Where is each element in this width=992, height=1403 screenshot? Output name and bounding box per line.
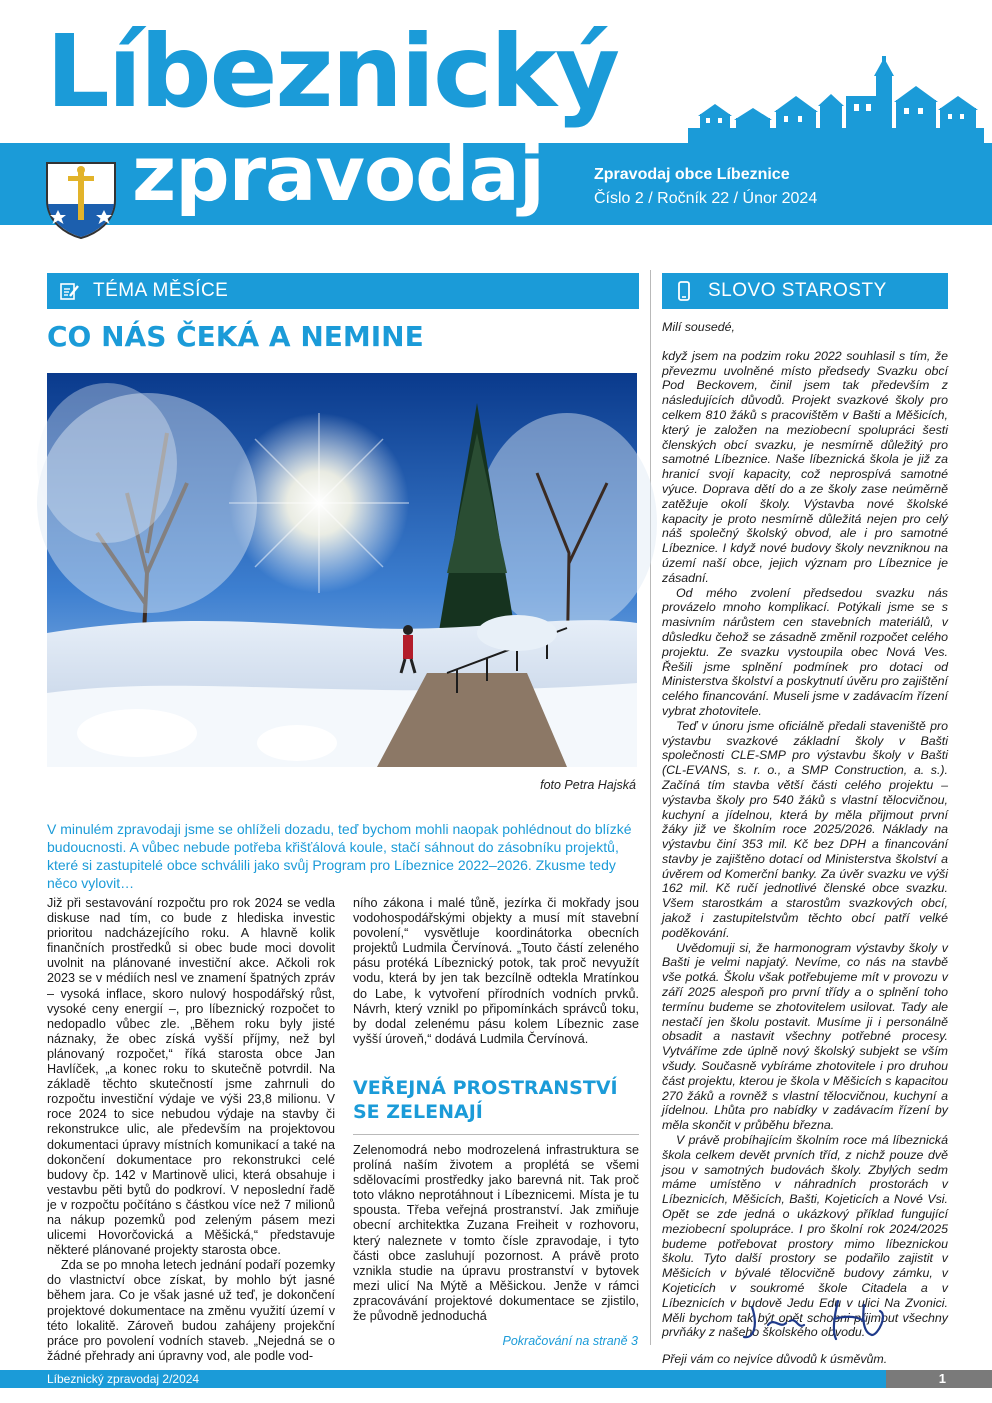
mobile-phone-icon [674, 281, 694, 301]
article-paragraph: ního zákona i malé tůně, jezírka či mokřady jsou vodohospodářskými objekty a musí mít stavební povolení,“ vysvětluje koordinátorka obecních projektů Ludmila Červínová. „Touto částí zeleného pásu protéká Líbeznický potok, tak proč nevyužít vodu, která by jen tak bezcílně odtekla Mratínkou do Labe, k vytvoření přírodních vodních prvků. Návrh, který vznikl po připomínkách správců toku, by dodal zelenému pásu kolem Líbeznic zase vyšší úroveň,“ dodává Ludmila Červínová. [353, 896, 639, 1046]
theme-section-label: TÉMA MĚSÍCE [93, 280, 229, 301]
coat-of-arms-icon [44, 160, 118, 240]
page-footer [0, 1370, 992, 1388]
mayor-paragraph: Uvědomuji si, že harmonogram výstavby školy v Bašti je velmi napjatý. Nevíme, co nás na stavbě vše potká. Školu však potřebujeme mít v provozu v září 2025 alespoň pro první třídy a o splnění toho termínu budeme se zhotovitelem usilovat. Tady ale nestačí jen školu postavit. Musíme ji i personálně obsadit a nastavit všechny potřebné procesy. Vytváříme zde úplně nový školský subjekt se vším všudy. Současně vybíráme zhotovitele i pro druhou část projektu, kterou je škola v Měšicích s kapacitou 270 žáků a rovněž s vlastní tělocvičnou, kuchyní a jídelnou. Lhůta pro nabídky v zadávacím řízení by měla skončit v průběhu března. [662, 940, 948, 1133]
edit-note-icon [59, 281, 79, 301]
article-column-2-top [353, 896, 639, 1056]
mayor-paragraph: V právě probíhajícím školním roce má líbeznická škola celkem devět prvních tříd, z nichž pouze dvě jsou v samotných budovách školy. Zbylých sedm máme umístěno v náhradních prostorách v Líbeznicích, Měšicích, Bašti, Kojeticích a Nové Vsi. Opět se zde jedná o ukázkový příklad fungující meziobecní spolupráce. I pro školní rok 2024/2025 budeme potřebovat prostory mimo líbeznickou školu. Tyto další prostory se podařilo zajistit v Měšicích v bývalé tělocvičně budovy zámku, v Kojeticích v soukromé škole Citadela a v Líbeznicích v budově Jedu Edu v ulici Na Zvonici. Měli bychom tak být opět schopni přijmout všechny prvňáky z našeho školského obvodu. [662, 1133, 948, 1340]
article-paragraph: Již při sestavování rozpočtu pro rok 2024 se vedla diskuse nad tím, co bude z hlediska investic prioritou nadcházejícího roku. A hlavně kolik finančních prostředků si obec bude moci dovolit uvolnit na plánované investiční akce. Ačkoli rok 2023 se v médiích nesl ve znamení špatných zpráv – vysoká inflace, skoro nulový hospodářský růst, vysoké ceny energií –, pro líbeznický rozpočet to nedopadlo vůbec zle. „Během roku byly jisté náznaky, že obec získá vyšší příjmy, než byl plánovaný rozpočet,“ říká starosta obce Jan Havlíček, „a konec roku to skutečně potvrdil. Na základě těchto skutečností jsme zahrnuli do rozpočtu investiční výdaje ve výši 23,8 milionu. V roce 2024 to sice nebudou výdaje na stavby či rekonstrukce ulic, ale především na projektovou dokumentaci úpravy místních komunikací a také na dokončení dokumentace pro rekonstrukci celé budovy čp. 142 v Martinově ulici, která obsahuje i vestavbu pěti bytů do podkroví. V neposlední řadě je v rozpočtu počítáno s částkou více než 7 milionů na nákup pozemků pod zeleným pásem mezi ulicemi Hovorčovická a Měšická,“ představuje některé plánované projekty starosta obce. [47, 896, 335, 1258]
mayor-paragraph: Teď v únoru jsme oficiálně předali staveniště pro výstavbu svazkové základní školy v Bašti společnosti CLE-SMP pro výstavbu školy v Bašti (CL-EVANS, s. r. o., a SMP Construction, a. s.). Začíná tím stavba větší části celého projektu – výstavba školy pro 540 žáků s vlastní tělocvičnou, kuchyní a jídelnou, která by měla přijmout první žáky již ve školním roce 2025/2026. Náklady na výstavbu činí 353 mil. Kč bez DPH a financování stavby je zajištěno dotací od Ministerstva školství a úvěrem od Komerční banky. Za úvěr svazku ve výši 162 mil. Kč ručí jednotlivé členské obce svazku. Všem starostkám a starostům svazkových obcí, jakož i zastupitelstvům těchto obcí patří velké poděkování. [662, 718, 948, 940]
masthead [0, 0, 992, 240]
article-paragraph: Zelenomodrá nebo modrozelená infrastruktura se prolíná naším životem a proplétá se všemi sdělovacími prostředky jako barevná nit. Tak proč toto vlákno neprotáhnout i Líbeznicemi. Místa je tu spousta. Třeba veřejná prostranství. Jak zmiňuje obecní architektka Zuzana Freiheit v rozhovoru, který naleznete v tomto čísle zpravodaje, i tyto části obce zasluhují pozornost. A právě proto vznikla studie na úpravu prostranství v bytovek mezi ulicí Na Mýtě a Měšickou. Jenže v rámci zpracovávání projektové dokumentace se zjistilo, že původně jednoduchá [353, 1143, 639, 1324]
masthead-issue: Číslo 2 / Ročník 22 / Únor 2024 [594, 190, 818, 207]
column-divider [650, 270, 651, 1345]
mayor-section-label: SLOVO STAROSTY [708, 280, 887, 301]
photo-caption: foto Petra Hajská [540, 778, 636, 792]
masthead-title-line1: Líbeznický [46, 13, 619, 130]
mayor-section-header [662, 273, 948, 309]
article-column-1 [47, 896, 335, 1363]
continued-link[interactable]: Pokračování na straně 3 [502, 1334, 638, 1348]
article-title: CO NÁS ČEKÁ A NEMINE [47, 320, 424, 353]
theme-section-header [47, 273, 639, 309]
page-number: 1 [886, 1370, 992, 1388]
mayor-greeting: Milí sousedé, [662, 320, 736, 334]
mayor-paragraph: Od mého zvolení předsedou svazku nás provázelo mnoho komplikací. Potýkali jsme se s masivním nárůstem cen stavebních materiálů, v důsledku čehož se zásadně změnil rozpočet celého projektu. Ze svazku vystoupila obec Nová Ves. Řešili jsme splnění podmínek pro dotaci od Ministerstva školství a poskytnutí úvěru pro zajištění celého financování. Museli jsme v zadávacím řízení vybrat zhotovitele. [662, 585, 948, 718]
mayor-signature [738, 1295, 898, 1345]
mayor-closing: Přeji vám co nejvíce důvodů k úsměvům. [662, 1352, 888, 1367]
mayor-paragraph: když jsem na podzim roku 2022 souhlasil s tím, že převezmu uvolněné místo předsedy Svazku obcí Pod Beckovem, činil jsem tak především z následujících důvodů. Projekt svazkové školy pro celkem 810 žáků s pracovištěm v Bašti a Měšicích, který je založen na meziobecní spolupráci šesti členských obcí svazku, je nesmírně důležitý pro samotné Líbeznice. Naše líbeznická škola je již za hranicí svojí kapacity, což neprospívá samotné výuce. Doprava dětí do a ze školy zase neúměrně zatěžuje okolí školy. Výstavba nové školské kapacity je proto nesmírně důležitá nejen pro celý náš společný školský obvod, ale i pro samotné Líbeznice. I když nové budovy školy nevzniknou na území naší obce, jejich význam pro Líbeznice je zásadní. [662, 348, 948, 585]
article-column-2-bottom [353, 1143, 639, 1323]
winter-park-photo [47, 373, 637, 767]
footer-label: Líbeznický zpravodaj 2/2024 [47, 1372, 200, 1386]
article-paragraph: Zda se po mnoha letech jednání podaří pozemky do vlastnictví obce získat, by mohlo být jasné během jara. Co je však jasné už teď, je dokončení projektové dokumentace na změnu využití území v této lokalitě. Zároveň budou zahájeny projekční práce pro povolení vodních staveb. „Nejedná se o žádné přehrady ani úpravny vod, ale podle vod- [47, 1258, 335, 1363]
subheading-rule [353, 1134, 639, 1135]
masthead-title-line2: zpravodaj [132, 129, 544, 218]
article-subheading: VEŘEJNÁ PROSTRANSTVÍ SE ZELENAJÍ [353, 1077, 618, 1123]
mayor-letter [662, 320, 948, 1367]
masthead-subtitle: Zpravodaj obce Líbeznice [594, 166, 790, 183]
village-skyline-icon [688, 56, 984, 148]
article-lead: V minulém zpravodaji jsme se ohlíželi dozadu, teď bychom mohli naopak pohlédnout do blízké budoucnosti. A vůbec nebude potřeba křišťálová koule, stačí sáhnout do zásobníku projektů, které si zastupitelé obce schválili jako svůj Program pro Líbeznice 2022–2026. Zkusme tedy něco vylovit… [47, 821, 632, 891]
